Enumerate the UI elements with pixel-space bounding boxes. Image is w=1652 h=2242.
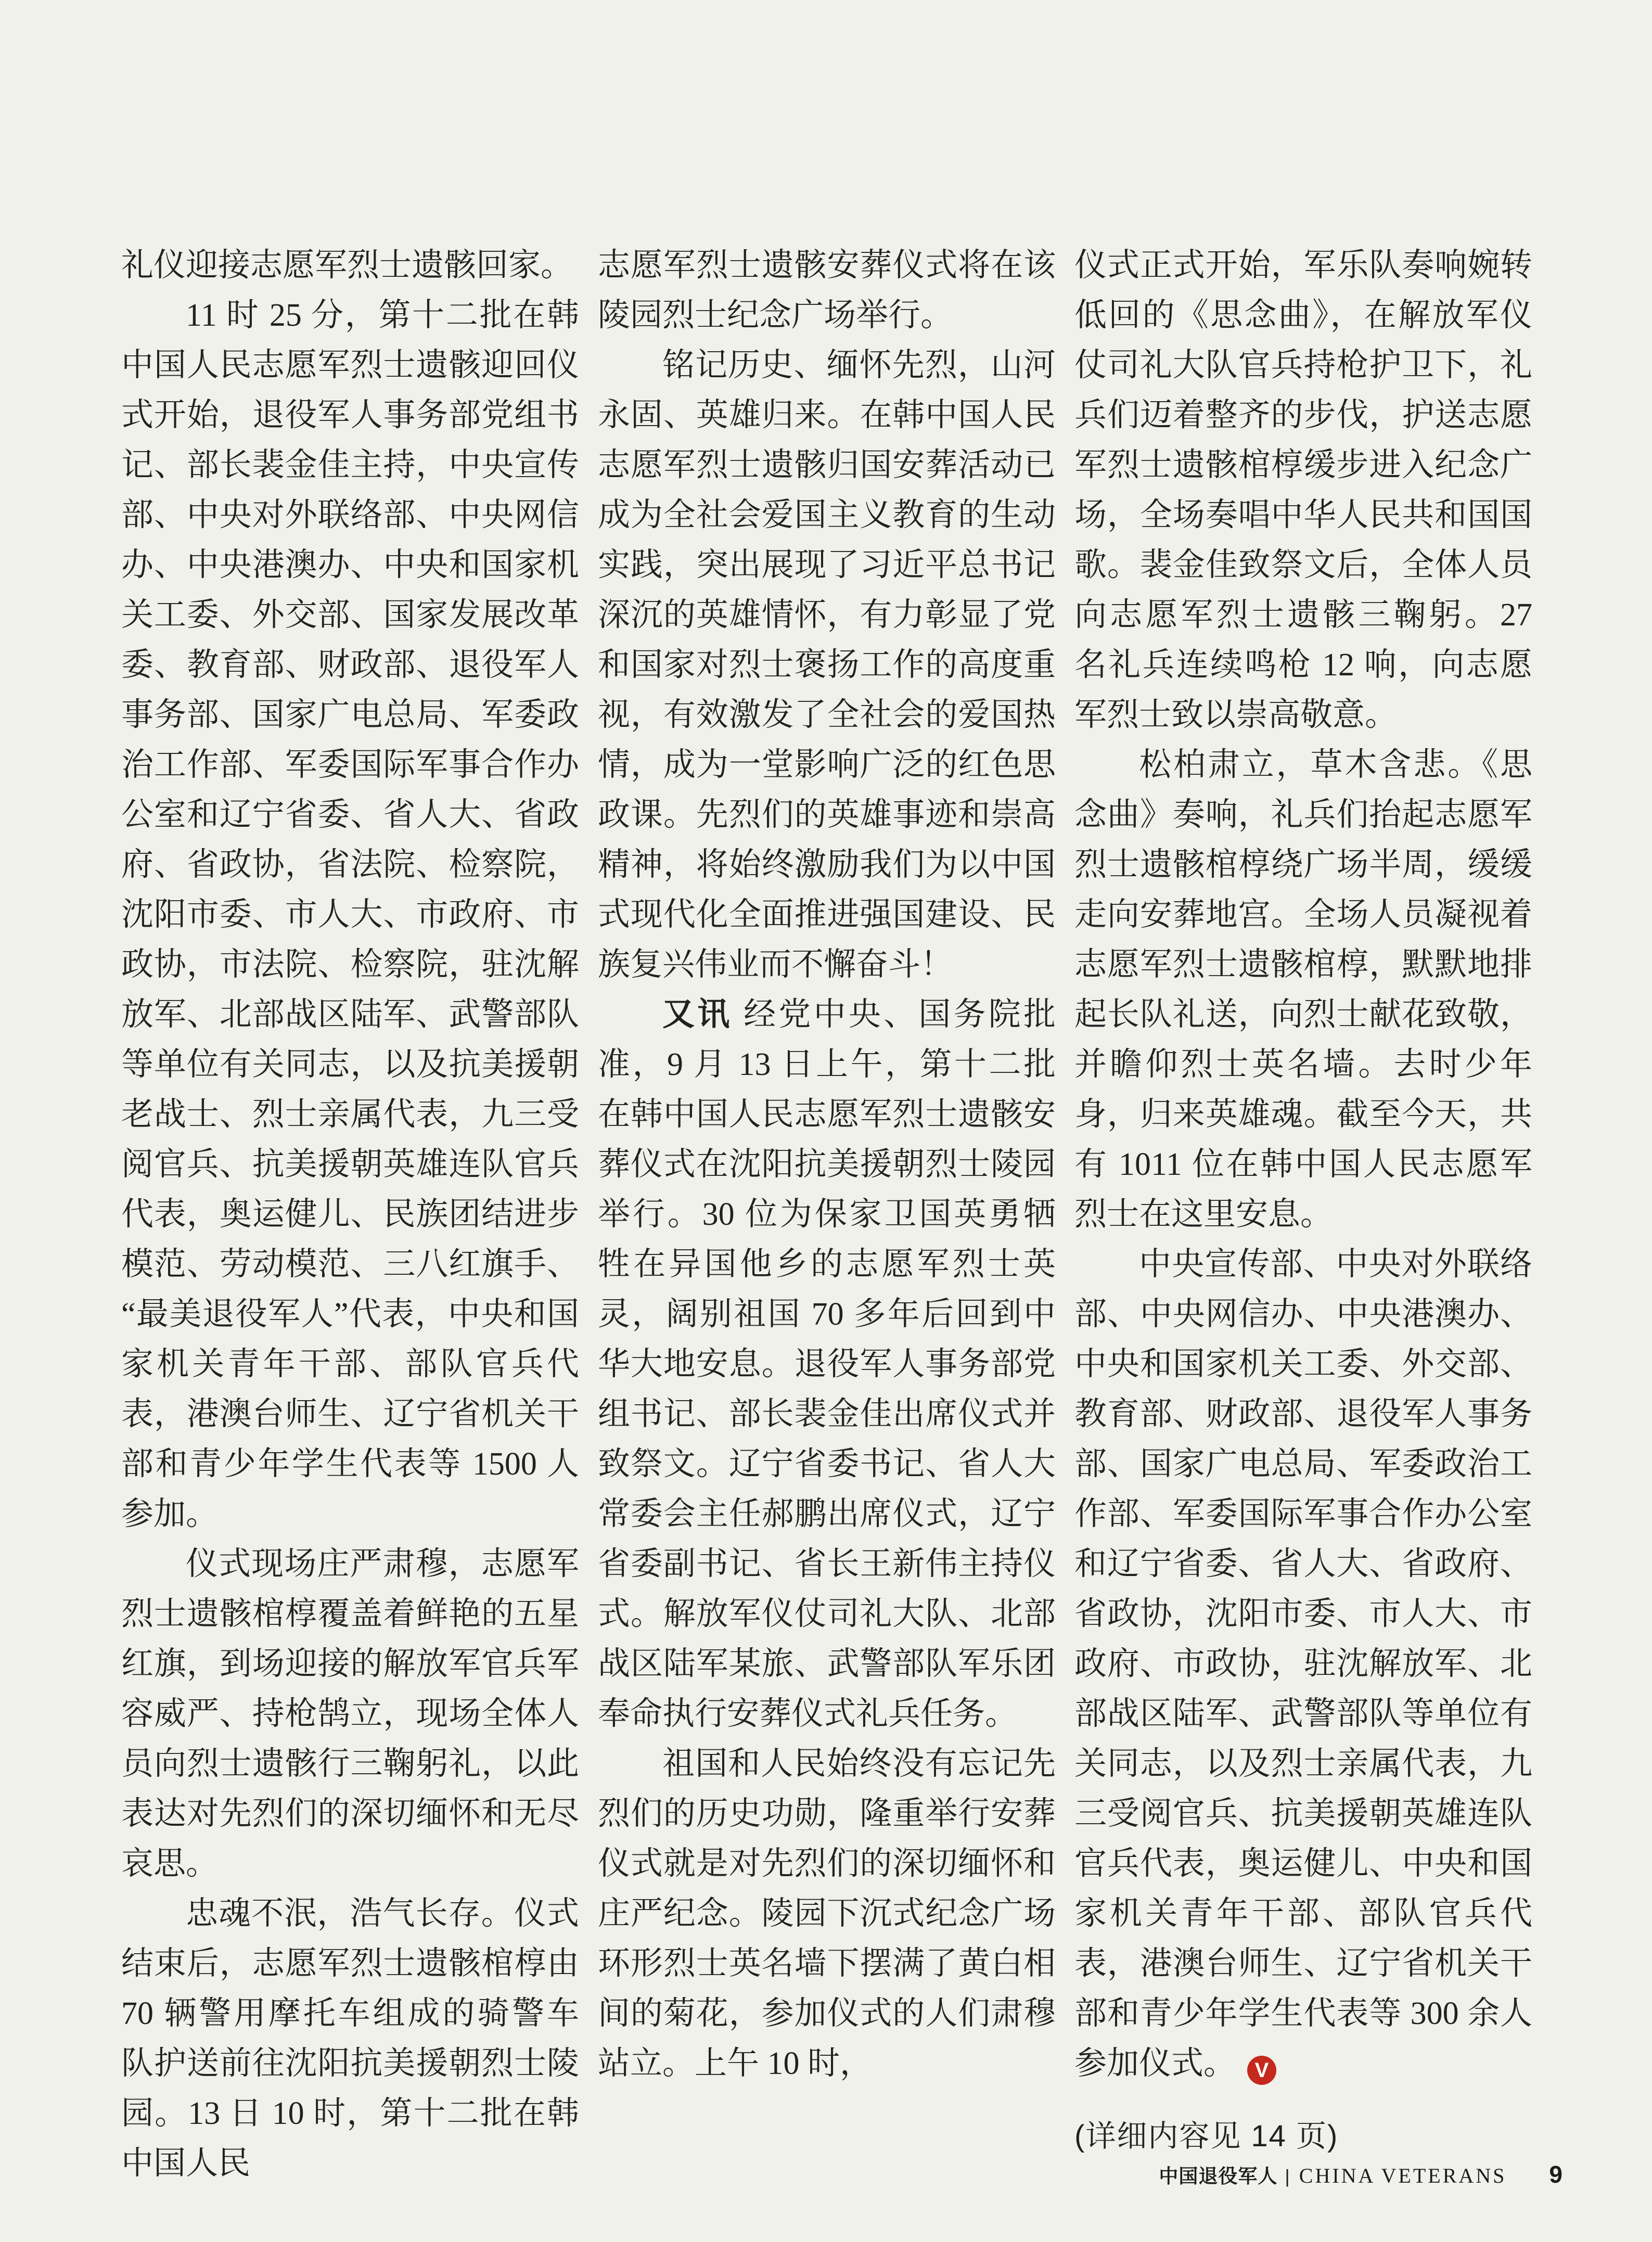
article-paragraph: 志愿军烈士遗骸安葬仪式将在该陵园烈士纪念广场举行。	[598, 248, 1056, 333]
page-footer	[1159, 2160, 1563, 2188]
see-details-note: (详细内容见 14 页)	[1074, 2119, 1339, 2153]
article-paragraph: 11 时 25 分，第十二批在韩中国人民志愿军烈士遗骸迎回仪式开始，退役军人事务部党组书记、部长裴金佳主持，中央宣传部、中央对外联络部、中央网信办、中央港澳办、中央和国家机关工委、外交部、国家发展改革委、教育部、财政部、退役军人事务部、国家广电总局、军委政治工作部、军委国际军事合作办公室和辽宁省委、省人大、省政府、省政协，省法院、检察院，沈阳市委、市人大、市政府、市政协，市法院、检察院，驻沈解放军、北部战区陆军、武警部队等单位有关同志，以及抗美援朝老战士、烈士亲属代表，九三受阅官兵、抗美援朝英雄连队官兵代表，奥运健儿、民族团结进步模范、劳动模范、三八红旗手、“最美退役军人”代表，中央和国家机关青年干部、部队官兵代表，港澳台师生、辽宁省机关干部和青少年学生代表等 1500 人参加。	[121, 298, 579, 1532]
page-number: 9	[1549, 2161, 1563, 2188]
article-paragraph: 忠魂不泯，浩气长存。仪式结束后，志愿军烈士遗骸棺椁由 70 辆警用摩托车组成的骑警车队护送前往沈阳抗美援朝烈士陵园。13 日 10 时，第十二批在韩中国人民	[121, 1896, 579, 2181]
article-paragraph: 铭记历史、缅怀先烈，山河永固、英雄归来。在韩中国人民志愿军烈士遗骸归国安葬活动已成为全社会爱国主义教育的生动实践，突出展现了习近平总书记深沉的英雄情怀，有力彰显了党和国家对烈士褒扬工作的高度重视，有效激发了全社会的爱国热情，成为一堂影响广泛的红色思政课。先烈们的英雄事迹和崇高精神，将始终激励我们为以中国式现代化全面推进强国建设、民族复兴伟业而不懈奋斗！	[598, 348, 1056, 982]
magazine-title-english: CHINA VETERANS	[1299, 2164, 1507, 2187]
article-body	[121, 240, 1532, 2188]
article-paragraph: 又讯 经党中央、国务院批准，9 月 13 日上午，第十二批在韩中国人民志愿军烈士遗骸安葬仪式在沈阳抗美援朝烈士陵园举行。30 位为保家卫国英勇牺牲在异国他乡的志愿军烈士英灵，阔别祖国 70 多年后回到中华大地安息。退役军人事务部党组书记、部长裴金佳出席仪式并致祭文。辽宁省委书记、省人大常委会主任郝鹏出席仪式，辽宁省委副书记、省长王新伟主持仪式。解放军仪仗司礼大队、北部战区陆军某旅、武警部队军乐团奉命执行安葬仪式礼兵任务。	[598, 996, 1056, 1732]
article-column-2	[598, 240, 1056, 2188]
also-reported-lead: 又讯	[662, 996, 733, 1032]
article-paragraph: 祖国和人民始终没有忘记先烈们的历史功勋，隆重举行安葬仪式就是对先烈们的深切缅怀和庄严纪念。陵园下沉式纪念广场环形烈士英名墙下摆满了黄白相间的菊花，参加仪式的人们肃穆站立。上午 10 时，	[598, 1746, 1056, 2081]
article-column-3	[1074, 240, 1532, 2188]
article-paragraph: 仪式正式开始，军乐队奏响婉转低回的《思念曲》，在解放军仪仗司礼大队官兵持枪护卫下，礼兵们迈着整齐的步伐，护送志愿军烈士遗骸棺椁缓步进入纪念广场，全场奏唱中华人民共和国国歌。裴金佳致祭文后，全体人员向志愿军烈士遗骸三鞠躬。27 名礼兵连续鸣枪 12 响，向志愿军烈士致以崇高敬意。	[1074, 248, 1532, 733]
magazine-title-chinese: 中国退役军人	[1159, 2166, 1278, 2187]
article-paragraph: 松柏肃立，草木含悲。《思念曲》奏响，礼兵们抬起志愿军烈士遗骸棺椁绕广场半周，缓缓走向安葬地宫。全场人员凝视着志愿军烈士遗骸棺椁，默默地排起长队礼送，向烈士献花致敬，并瞻仰烈士英名墙。去时少年身，归来英雄魂。截至今天，共有 1011 位在韩中国人民志愿军烈士在这里安息。	[1074, 747, 1532, 1232]
article-column-1	[121, 240, 579, 2188]
article-paragraph: 礼仪迎接志愿军烈士遗骸回家。	[121, 248, 573, 283]
article-paragraph: 仪式现场庄严肃穆，志愿军烈士遗骸棺椁覆盖着鲜艳的五星红旗，到场迎接的解放军官兵军容威严、持枪鹄立，现场全体人员向烈士遗骸行三鞠躬礼，以此表达对先烈们的深切缅怀和无尽哀思。	[121, 1546, 579, 1881]
veterans-v-end-icon: V	[1247, 2056, 1276, 2085]
footer-divider: |	[1285, 2166, 1290, 2187]
article-paragraph: 中央宣传部、中央对外联络部、中央网信办、中央港澳办、中央和国家机关工委、外交部、教育部、财政部、退役军人事务部、国家广电总局、军委政治工作部、军委国际军事合作办公室和辽宁省委、省人大、省政府、省政协，沈阳市委、市人大、市政府、市政协，驻沈解放军、北部战区陆军、武警部队等单位有关同志，以及烈士亲属代表，九三受阅官兵、抗美援朝英雄连队官兵代表，奥运健儿、中央和国家机关青年干部、部队官兵代表，港澳台师生、辽宁省机关干部和青少年学生代表等 300 余人参加仪式。 V	[1074, 1239, 1532, 2089]
